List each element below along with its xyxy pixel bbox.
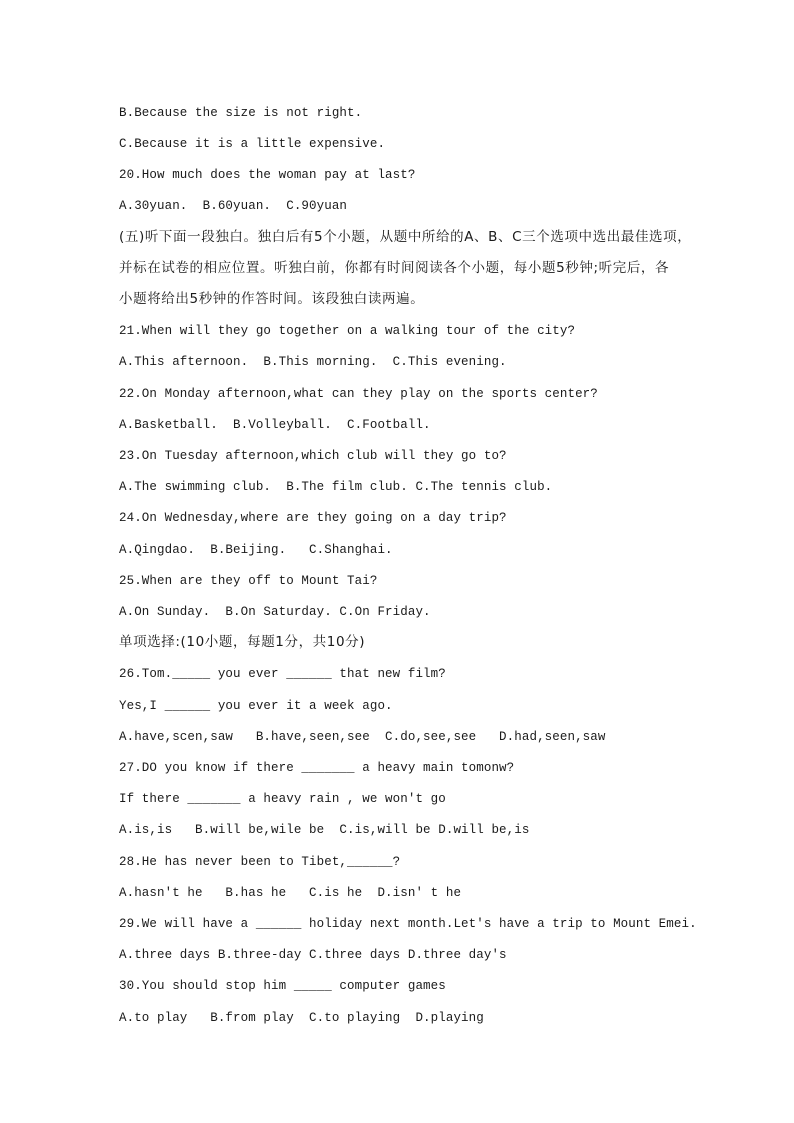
q20-question: 20.How much does the woman pay at last? <box>119 168 416 182</box>
q26-response: Yes,I ______ you ever it a week ago. <box>119 699 393 713</box>
q29-question: 29.We will have a ______ holiday next month.Let's have a trip to Mount Emei. <box>119 917 697 931</box>
section-single-choice-heading: 单项选择:(10小题，每题1分，共10分) <box>119 634 366 650</box>
q24-options: A.Qingdao. B.Beijing. C.Shanghai. <box>119 543 393 557</box>
q30-options: A.to play B.from play C.to playing D.playing <box>119 1011 484 1025</box>
q21-options: A.This afternoon. B.This morning. C.This evening. <box>119 355 507 369</box>
q27-options: A.is,is B.will be,wile be C.is,will be D.will be,is <box>119 823 530 837</box>
q19-option-c: C.Because it is a little expensive. <box>119 137 386 151</box>
q26-options: A.have,scen,saw B.have,seen,see C.do,see,see D.had,seen,saw <box>119 730 606 744</box>
q24-question: 24.On Wednesday,where are they going on a day trip? <box>119 511 507 525</box>
q21-question: 21.When will they go together on a walking tour of the city? <box>119 324 576 338</box>
q27-response: If there _______ a heavy rain , we won't go <box>119 792 446 806</box>
q20-options: A.30yuan. B.60yuan. C.90yuan <box>119 199 348 213</box>
q25-options: A.On Sunday. B.On Saturday. C.On Friday. <box>119 605 431 619</box>
q28-options: A.hasn't he B.has he C.is he D.isn' t he <box>119 886 462 900</box>
q27-question: 27.DO you know if there _______ a heavy main tomonw? <box>119 761 515 775</box>
q26-question: 26.Tom._____ you ever ______ that new film? <box>119 667 446 681</box>
q29-options: A.three days B.three-day C.three days D.three day's <box>119 948 507 962</box>
q22-options: A.Basketball. B.Volleyball. C.Football. <box>119 418 431 432</box>
q28-question: 28.He has never been to Tibet,______? <box>119 855 401 869</box>
section5-instructions-line-2: 并标在试卷的相应位置。听独白前，你都有时间阅读各个小题，每小题5秒钟;听完后，各 <box>119 260 670 276</box>
q23-question: 23.On Tuesday afternoon,which club will they go to? <box>119 449 507 463</box>
q25-question: 25.When are they off to Mount Tai? <box>119 574 378 588</box>
q30-question: 30.You should stop him _____ computer games <box>119 979 446 993</box>
section5-instructions-line-3: 小题将给出5秒钟的作答时间。该段独白读两遍。 <box>119 291 425 307</box>
q23-options: A.The swimming club. B.The film club. C.The tennis club. <box>119 480 553 494</box>
section5-instructions-line-1: (五)听下面一段独白。独白后有5个小题，从题中所给的A、B、C三个选项中选出最佳选项， <box>119 229 692 245</box>
q22-question: 22.On Monday afternoon,what can they play on the sports center? <box>119 387 598 401</box>
q19-option-b: B.Because the size is not right. <box>119 106 363 120</box>
